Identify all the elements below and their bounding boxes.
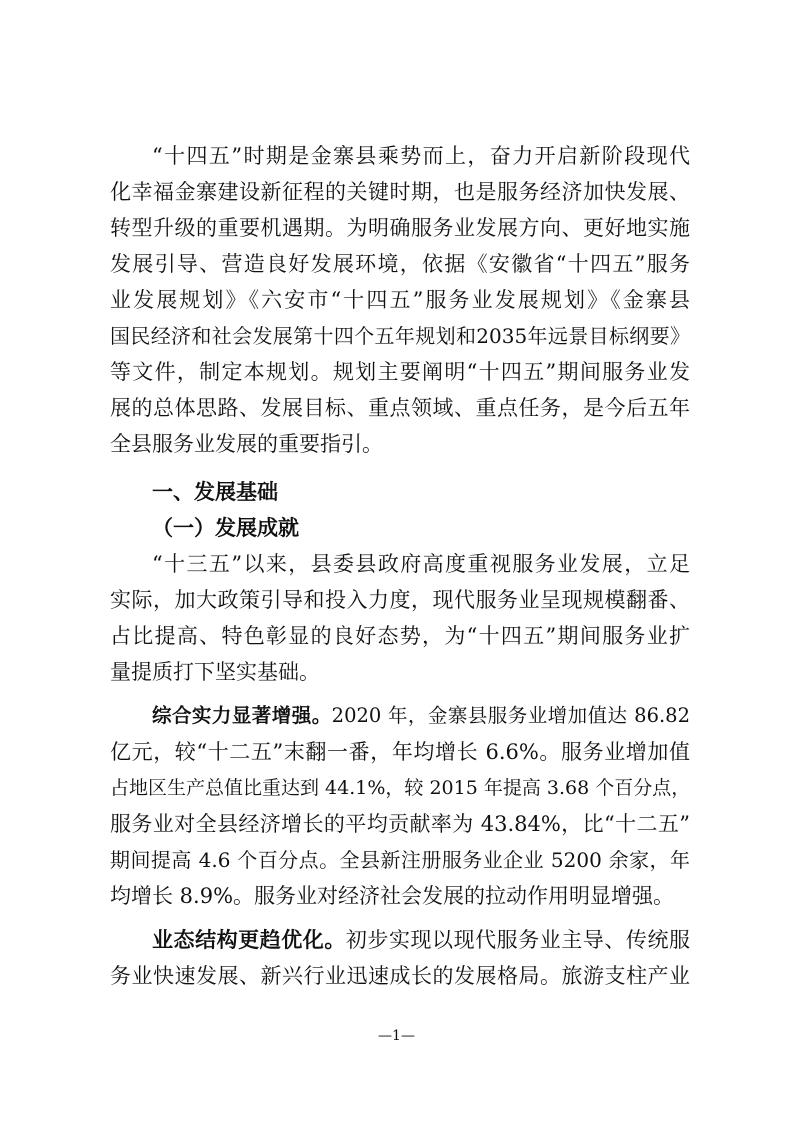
para1-line: 亿元，较“十二五”末翻一番，年均增长 6.6%。服务业增加值 (110, 740, 690, 764)
para1-first-rest: 2020 年，金寨县服务业增加值达 86.82 (331, 704, 690, 727)
intro-line: 发展引导、营造良好发展环境，依据《安徽省“十四五”服务 (110, 252, 690, 276)
section-title: 一、发展基础 (152, 480, 278, 504)
para1-lead: 综合实力显著增强。 (152, 704, 332, 727)
para1-line: 服务业对全县经济增长的平均贡献率为 43.84%，比“十二五” (110, 812, 690, 836)
intro-line: 展的总体思路、发展目标、重点领域、重点任务，是今后五年 (110, 396, 690, 420)
intro-line: 全县服务业发展的重要指引。 (110, 432, 383, 456)
para1-line: 均增长 8.9%。服务业对经济社会发展的拉动作用明显增强。 (110, 884, 675, 908)
intro-line: 国民经济和社会发展第十四个五年规划和2035年远景目标纲要》 (110, 324, 690, 348)
overview-line: “十三五”以来，县委县政府高度重视服务业发展，立足 (152, 552, 690, 576)
page-number: —1— (378, 1028, 415, 1044)
overview-line: 量提质打下坚实基础。 (110, 660, 320, 684)
overview-line: 占比提高、特色彰显的良好态势，为“十四五”期间服务业扩 (110, 624, 690, 648)
para1-line: 占地区生产总值比重达到 44.1%，较 2015 年提高 3.68 个百分点， (110, 777, 690, 799)
para1-first-line (152, 698, 690, 734)
para2-first-rest: 初步实现以现代服务业主导、传统服 (345, 928, 690, 952)
para2-first-line (152, 922, 690, 958)
intro-line: “十四五”时期是金寨县乘势而上，奋力开启新阶段现代 (152, 144, 690, 168)
overview-line: 实际，加大政策引导和投入力度，现代服务业呈现规模翻番、 (110, 588, 690, 612)
para2-lead: 业态结构更趋优化。 (152, 928, 346, 952)
subsection-title: （一）发展成就 (152, 516, 299, 540)
intro-line: 转型升级的重要机遇期。为明确服务业发展方向、更好地实施 (110, 216, 690, 240)
para2-line: 务业快速发展、新兴行业迅速成长的发展格局。旅游支柱产业 (110, 964, 690, 988)
para1-line: 期间提高 4.6 个百分点。全县新注册服务业企业 5200 余家，年 (110, 848, 690, 872)
intro-line: 等文件，制定本规划。规划主要阐明“十四五”期间服务业发 (110, 360, 690, 384)
intro-line: 业发展规划》《六安市“十四五”服务业发展规划》《金寨县 (110, 288, 690, 312)
intro-line: 化幸福金寨建设新征程的关键时期，也是服务经济加快发展、 (110, 180, 690, 204)
